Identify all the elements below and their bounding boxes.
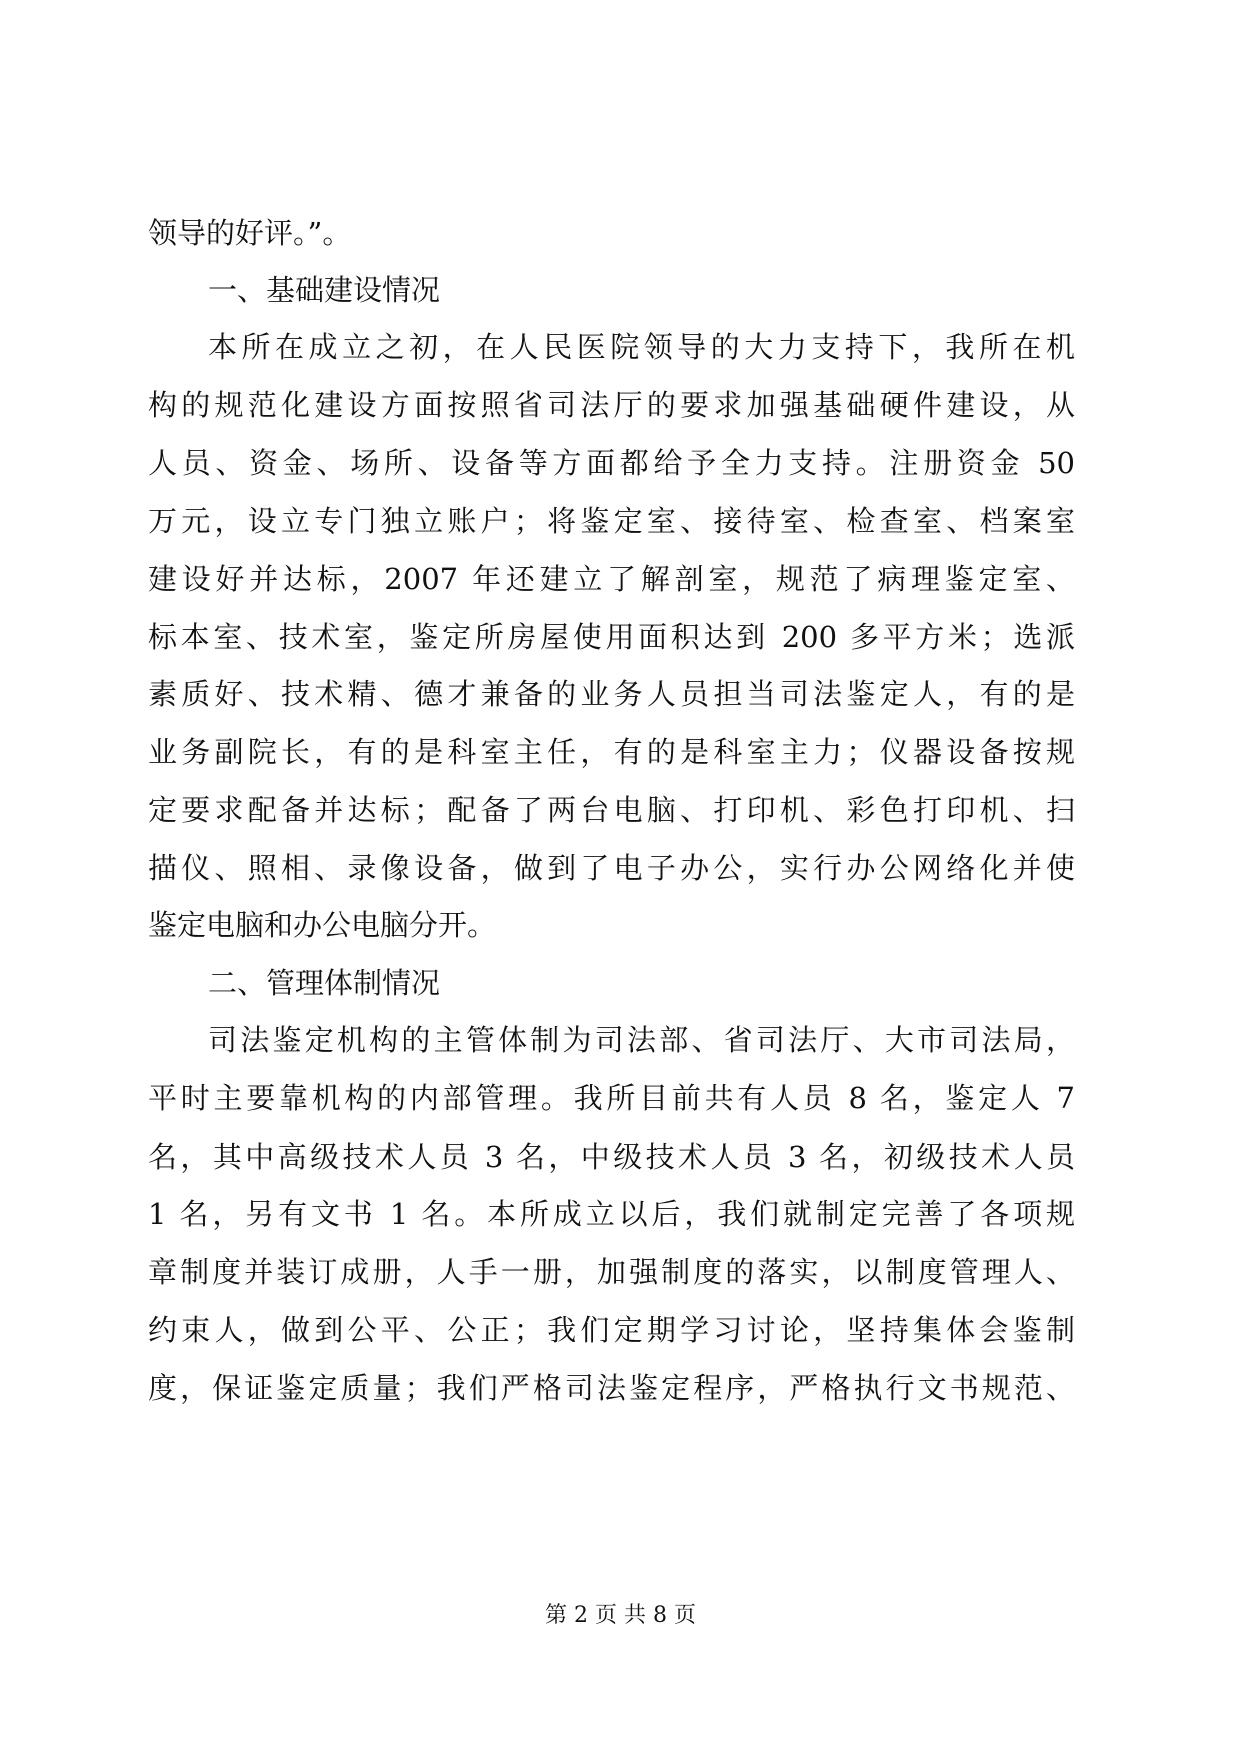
paragraph-line: 描仪、照相、录像设备，做到了电子办公，实行办公网络化并使 bbox=[148, 851, 1075, 885]
paragraph-line: 领导的好评。”。 bbox=[148, 216, 352, 250]
paragraph-line: 名，其中高级技术人员 3 名，中级技术人员 3 名，初级技术人员 bbox=[148, 1140, 1075, 1174]
paragraph-line: 万元，设立专门独立账户；将鉴定室、接待室、检查室、档案室 bbox=[148, 504, 1075, 538]
paragraph-line: 素质好、技术精、德才兼备的业务人员担当司法鉴定人，有的是 bbox=[148, 677, 1075, 711]
paragraph-line: 1 名，另有文书 1 名。本所成立以后，我们就制定完善了各项规 bbox=[148, 1197, 1075, 1231]
paragraph-line: 平时主要靠机构的内部管理。我所目前共有人员 8 名，鉴定人 7 bbox=[148, 1081, 1075, 1115]
paragraph-line: 章制度并装订成册，人手一册，加强制度的落实，以制度管理人、 bbox=[148, 1255, 1075, 1289]
paragraph-line: 人员、资金、场所、设备等方面都给予全力支持。注册资金 50 bbox=[148, 446, 1075, 480]
paragraph-line: 业务副院长，有的是科室主任，有的是科室主力；仪器设备按规 bbox=[148, 735, 1075, 769]
paragraph-line: 标本室、技术室，鉴定所房屋使用面积达到 200 多平方米；选派 bbox=[148, 620, 1075, 654]
paragraph-line: 构的规范化建设方面按照省司法厅的要求加强基础硬件建设，从 bbox=[148, 388, 1075, 422]
paragraph-line: 定要求配备并达标；配备了两台电脑、打印机、彩色打印机、扫 bbox=[148, 793, 1075, 827]
page-number-footer: 第 2 页 共 8 页 bbox=[545, 1603, 696, 1628]
section-heading: 一、基础建设情况 bbox=[208, 273, 441, 307]
paragraph-line: 鉴定电脑和办公电脑分开。 bbox=[148, 908, 497, 942]
section-heading: 二、管理体制情况 bbox=[208, 966, 441, 1000]
paragraph-line: 度，保证鉴定质量；我们严格司法鉴定程序，严格执行文书规范、 bbox=[148, 1371, 1075, 1405]
paragraph-line: 司法鉴定机构的主管体制为司法部、省司法厅、大市司法局， bbox=[208, 1023, 1075, 1057]
paragraph-line: 建设好并达标，2007 年还建立了解剖室，规范了病理鉴定室、 bbox=[148, 562, 1075, 596]
paragraph-line: 约束人，做到公平、公正；我们定期学习讨论，坚持集体会鉴制 bbox=[148, 1313, 1075, 1347]
paragraph-line: 本所在成立之初，在人民医院领导的大力支持下，我所在机 bbox=[208, 330, 1075, 364]
